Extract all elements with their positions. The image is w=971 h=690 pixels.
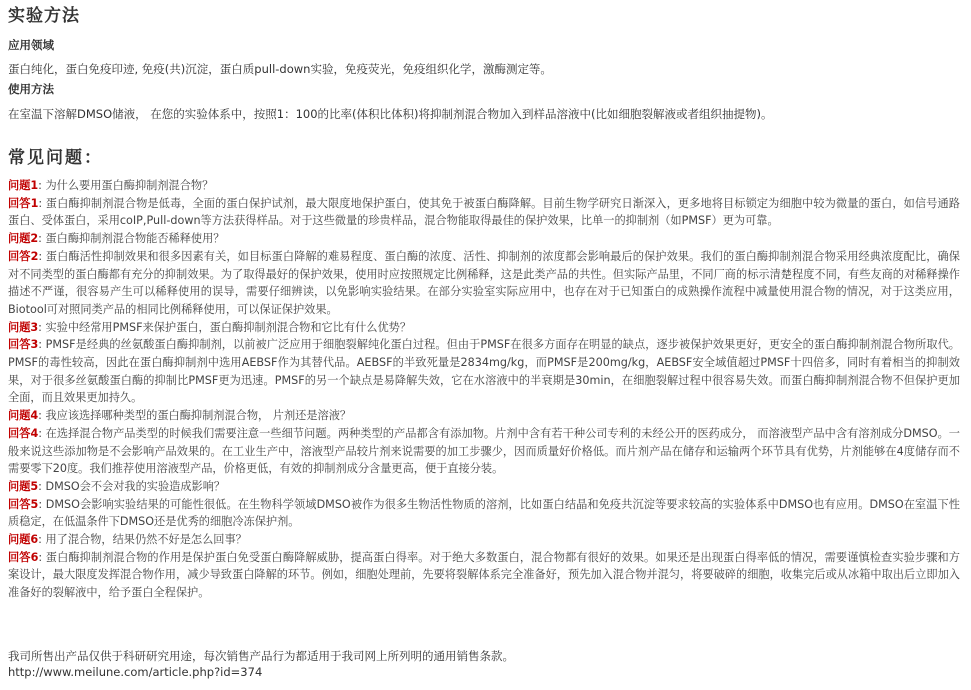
answer-text: : 蛋白酶抑制剂混合物是低毒，全面的蛋白保护试剂，最大限度地保护蛋白，使其免于被蛋白酶降解。目前生物学研究日渐深入，更多地将目标锁定为细胞中较为微量的蛋白，如信号通路蛋白、受体蛋白，采用coIP,Pull-down等方法获得样品。对于这些微量的珍贵样品，混合物能取得最佳的保护效果，比单一的抑制剂（如PMSF）更为可靠。 xyxy=(8,196,960,228)
answer-text: : 在选择混合物产品类型的时候我们需要注意一些细节问题。两种类型的产品都含有添加物。片剂中含有若干种公司专利的未经公开的医药成分， 而溶液型产品中含有溶剂成分DMSO。一般来说这些添加物是不会影响产品效果的。在工业生产中，溶液型产品较片剂来说需要的加工步骤少，因而质量好价格低。而片剂产品在储存和运输两个环节具有优势，片剂能够在4度储存而不需要零下20度。我们推荐使用溶液型产品，价格更低，有效的抑制剂成分含量更高，便于直接分装。 xyxy=(8,426,960,476)
faq-question xyxy=(8,531,960,549)
question-label: 问题3 xyxy=(8,320,39,334)
question-text: : 蛋白酶抑制剂混合物能否稀释使用？ xyxy=(38,232,225,246)
faq-question xyxy=(8,319,960,337)
faq-question xyxy=(8,478,960,496)
faq-answer xyxy=(8,195,960,230)
answer-label: 回答6 xyxy=(8,550,39,564)
usage-heading: 使用方法 xyxy=(8,82,54,96)
faq-question xyxy=(8,177,960,195)
faq-question xyxy=(8,407,960,425)
question-label: 问题4 xyxy=(8,409,39,423)
question-label: 问题5 xyxy=(8,479,39,493)
faq-question xyxy=(8,230,960,248)
question-label: 问题2 xyxy=(8,232,39,246)
source-url-link[interactable]: http://www.meilune.com/article.php?id=374 xyxy=(8,665,263,679)
footer-notice: 我司所售出产品仅供于科研研究用途，每次销售产品行为都适用于我司网上所列明的通用销售条款。 xyxy=(8,649,514,663)
answer-text: : DMSO会影响实验结果的可能性很低。在生物科学领域DMSO被作为很多生物活性物质的溶剂，比如蛋白结晶和免疫共沉淀等要求较高的实验体系中DMSO也有应用。DMSO在室温下性质稳定，在低温条件下DMSO还是优秀的细胞冷冻保护剂。 xyxy=(8,497,960,529)
faq-answer xyxy=(8,336,960,407)
application-heading: 应用领域 xyxy=(8,38,54,52)
footer xyxy=(8,648,514,680)
faq-answer xyxy=(8,248,960,319)
answer-label: 回答2 xyxy=(8,249,39,263)
section-title-faq: 常见问题： xyxy=(8,148,103,168)
question-text: : 为什么要用蛋白酶抑制剂混合物？ xyxy=(38,179,214,192)
question-text: : 用了混合物，结果仍然不好是怎么回事？ xyxy=(38,533,247,547)
answer-label: 回答4 xyxy=(8,426,39,440)
usage-text: 在室温下溶解DMSO储液， 在您的实验体系中，按照1：100的比率(体积比体积)将抑制剂混合物加入到样品溶液中(比如细胞裂解液或者组织抽提物)。 xyxy=(8,107,773,121)
faq-answer xyxy=(8,425,960,478)
answer-label: 回答1 xyxy=(8,196,39,210)
faq-answer xyxy=(8,496,960,531)
question-text: : 我应该选择哪种类型的蛋白酶抑制剂混合物， 片剂还是溶液？ xyxy=(38,409,352,423)
answer-text: : 蛋白酶活性抑制效果和很多因素有关，如目标蛋白降解的难易程度、蛋白酶的浓度、活性、抑制剂的浓度都会影响最后的保护效果。我们的蛋白酶抑制剂混合物采用经典浓度配比，确保对不同类型的蛋白酶都有充分的抑制效果。为了取得最好的保护效果，使用时应按照规定比例稀释，这是此类产品的共性。但实际产品里，不同厂商的标示清楚程度不同，有些友商的对稀释操作描述不严谨，很容易产生可以稀释使用的误导，需要仔细辨读，以免影响实验结果。在部分实验室实际应用中，也存在对于已知蛋白的成熟操作流程中减量使用混合物的情况，对于这类应用，Biotool可对照同类产品的相同比例稀释使用，可以保证保护效果。 xyxy=(8,249,960,316)
section-title-method: 实验方法 xyxy=(8,6,80,26)
question-text: : 实验中经常用PMSF来保护蛋白，蛋白酶抑制剂混合物和它比有什么优势？ xyxy=(38,320,412,334)
answer-text: : PMSF是经典的丝氨酸蛋白酶抑制剂，以前被广泛应用于细胞裂解纯化蛋白过程。但由于PMSF在很多方面存在明显的缺点，逐步被保护效果更好，更安全的蛋白酶抑制剂混合物所取代。PMSF的毒性较高，因此在蛋白酶抑制剂中选用AEBSF作为其替代品。AEBSF的半致死量是2834mg/kg，而PMSF是200mg/kg，AEBSF安全域值超过PMSF十四倍多，同时有着相当的抑制效果，对于很多丝氨酸蛋白酶的抑制比PMSF更为迅速。PMSF的另一个缺点是易降解失效，它在水溶液中的半衰期是30min，在细胞裂解过程中很容易失效。而蛋白酶抑制剂混合物不但保护更加全面，而且效果更加持久。 xyxy=(8,338,960,405)
question-text: : DMSO会不会对我的实验造成影响？ xyxy=(38,479,226,493)
question-label: 问题6 xyxy=(8,533,39,547)
faq-list xyxy=(8,177,960,602)
answer-text: : 蛋白酶抑制剂混合物的作用是保护蛋白免受蛋白酶降解威胁，提高蛋白得率。对于绝大多数蛋白，混合物都有很好的效果。如果还是出现蛋白得率低的情况，需要谨慎检查实验步骤和方案设计，最大限度发挥混合物作用，减少导致蛋白降解的环节。例如，细胞处理前，先要将裂解体系完全准备好，预先加入混合物并混匀，将要破碎的细胞，收集完后或从冰箱中取出后立即加入准备好的裂解液中，给予蛋白全程保护。 xyxy=(8,550,960,600)
faq-answer xyxy=(8,549,960,602)
answer-label: 回答5 xyxy=(8,497,39,511)
question-label: 问题1 xyxy=(8,179,39,192)
answer-label: 回答3 xyxy=(8,338,39,352)
application-text: 蛋白纯化，蛋白免疫印迹, 免疫(共)沉淀，蛋白质pull-down实验，免疫荧光，免疫组织化学，激酶测定等。 xyxy=(8,62,552,76)
